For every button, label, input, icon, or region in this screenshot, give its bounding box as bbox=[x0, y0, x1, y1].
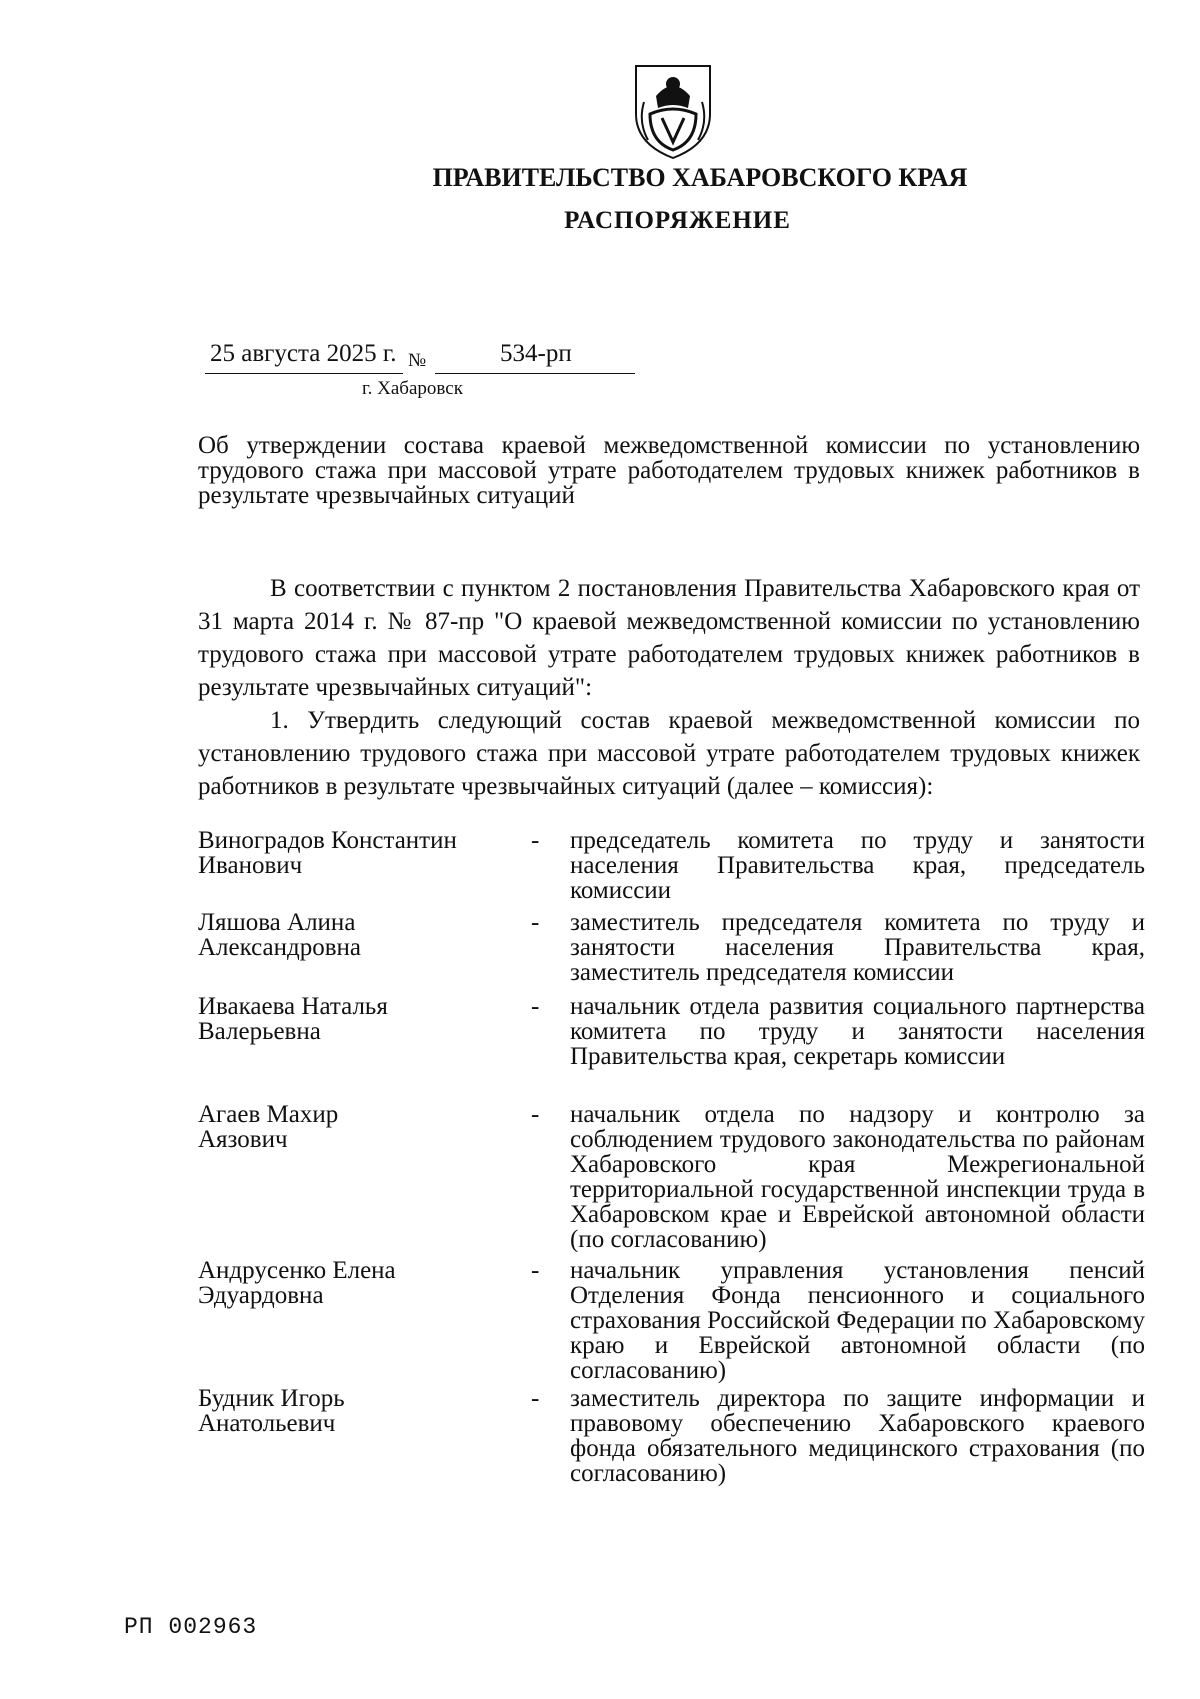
document-subject: Об утверждении состава краевой межведомственной комиссии по установлению трудового стажа при массовой утрате работодателем трудовых книжек работников в результате чрезвычайных ситуаций bbox=[198, 432, 1140, 509]
member-name: Агаев Махир Аязович bbox=[198, 1101, 339, 1153]
document-body bbox=[198, 572, 1140, 803]
member-name: Будник Игорь Анатольевич bbox=[198, 1385, 345, 1437]
member-dash: - bbox=[531, 1101, 540, 1128]
document-date: 25 августа 2025 г. bbox=[210, 340, 397, 367]
member-role: председатель комитета по труду и занятости населения Правительства края, председатель комиссии bbox=[570, 827, 1145, 904]
member-dash: - bbox=[531, 827, 540, 854]
member-role: заместитель председателя комитета по труду и занятости населения Правительства края, заместитель председателя комиссии bbox=[570, 909, 1145, 986]
member-role: начальник управления установления пенсий Отделения Фонда пенсионного и социального страхования Российской Федерации по Хабаровскому краю и Еврейской автономной области (по согласованию) bbox=[570, 1257, 1145, 1384]
member-role: начальник отдела развития социального партнерства комитета по труду и занятости населения Правительства края, секретарь комиссии bbox=[570, 993, 1145, 1070]
member-name: Виноградов Константин Иванович bbox=[198, 827, 457, 879]
member-dash: - bbox=[531, 1385, 540, 1412]
document-type: РАСПОРЯЖЕНИЕ bbox=[564, 207, 791, 234]
number-label: № bbox=[408, 350, 427, 371]
member-dash: - bbox=[531, 993, 540, 1020]
form-code: РП 002963 bbox=[124, 1614, 258, 1640]
coat-of-arms-icon bbox=[630, 62, 716, 162]
body-paragraph: 1. Утвердить следующий состав краевой межведомственной комиссии по установлению трудового стажа при массовой утрате работодателем трудовых книжек работников в результате чрезвычайных ситуаций (далее – комиссия): bbox=[198, 707, 1140, 800]
document-city: г. Хабаровск bbox=[362, 378, 463, 399]
member-dash: - bbox=[531, 1257, 540, 1284]
member-name: Андрусенко Елена Эдуардовна bbox=[198, 1257, 396, 1309]
member-dash: - bbox=[531, 909, 540, 936]
number-underline bbox=[435, 373, 635, 374]
government-title: ПРАВИТЕЛЬСТВО ХАБАРОВСКОГО КРАЯ bbox=[432, 163, 968, 192]
date-underline bbox=[205, 373, 403, 374]
member-name: Ивакаева Наталья Валерьевна bbox=[198, 993, 388, 1045]
member-role: начальник отдела по надзору и контролю за соблюдением трудового законодательства по районам Хабаровского края Межрегиональной территориальной государственной инспекции труда в Хабаровском крае и Еврейской автономной области (по согласованию) bbox=[570, 1101, 1145, 1253]
member-role: заместитель директора по защите информации и правовому обеспечению Хабаровского краевого фонда обязательного медицинского страхования (по согласованию) bbox=[570, 1385, 1145, 1487]
member-name: Ляшова Алина Александровна bbox=[198, 909, 362, 961]
body-paragraph: В соответствии с пунктом 2 постановления Правительства Хабаровского края от 31 марта 2014 г. № 87-пр "О краевой межведомственной комиссии по установлению трудового стажа при массовой утрате работодателем трудовых книжек работников в результате чрезвычайных ситуаций": bbox=[198, 575, 1140, 701]
document-number: 534-рп bbox=[500, 340, 572, 367]
